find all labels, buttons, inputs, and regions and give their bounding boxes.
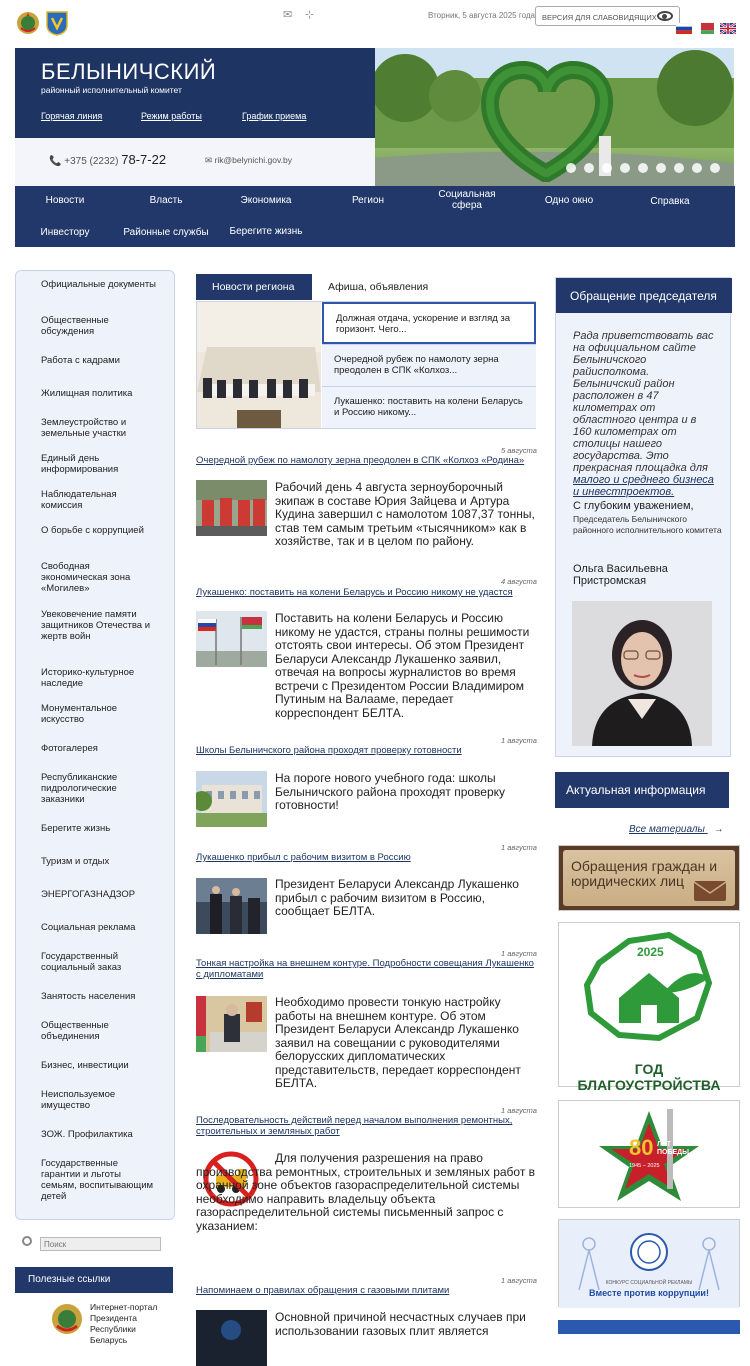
current-date: Вторник, 5 августа 2025 года [428,11,535,20]
news-text: Поставить на колени Беларусь и Россию никому не удастся, страны полны решимости отстоять свои интересы. Об этом Президент Беларуси Александр Лукашенко заявил, отвечая на вопросы журналистов во время встречи с Президентом России Владимиром Путиным на Валааме, передает корреспондент БЕЛТА. [275,611,530,720]
header-slider[interactable] [375,48,734,186]
news-text: Президент Беларуси Александр Лукашенко прибыл с рабочим визитом в Россию, сообщает БЕЛТА. [275,877,519,918]
sidebar-item-reserves[interactable]: Республиканские пидрологические заказники [41,772,118,805]
sitemap-icon[interactable]: ⊹ [305,9,315,21]
nav-one-window[interactable]: Одно окно [544,195,594,206]
belarus-map-house-icon [559,923,739,1058]
slider-dot[interactable] [584,163,594,173]
nav-region[interactable]: Регион [351,195,385,206]
featured-news-photo[interactable] [197,302,321,428]
news-thumbnail[interactable] [196,1310,267,1366]
sidebar-item-monumental[interactable]: Монументальное искусство [41,703,118,725]
news-thumbnail[interactable] [196,480,267,536]
news-text: Для получения разрешения на право производства ремонтных, строительных и земляных работ в охранной зоне объектов газораспределительной системы необходимо направить владельцу объекта газораспределительной системы письменный запрос с указанием: [196,1151,536,1233]
search-input[interactable] [40,1237,161,1251]
all-materials-label: Все материалы [629,824,705,835]
news-title[interactable]: Школы Белыничского района проходят проверку готовности [196,745,462,756]
nav-social[interactable]: Социальная сфера [438,189,496,211]
sidebar-item-land[interactable]: Землеустройство и земельные участки [41,417,127,439]
news-title[interactable]: Тонкая настройка на внешнем контуре. Подробности совещания Лукашенко с дипломатами [196,958,534,980]
work-hours-link[interactable]: Режим работы [141,111,202,121]
news-title[interactable]: Очередной рубеж по намолоту зерна преодолен в СПК «Колхоз «Родина» [196,455,525,466]
news-thumbnail[interactable] [196,996,267,1052]
news-date: 1 августа [501,736,537,745]
sidebar-item-energogaz[interactable]: ЭНЕРГОГАЗНАДЗОР [41,889,136,900]
news-date: 4 августа [501,577,537,586]
featured-news-panel [196,301,536,429]
nav-economy[interactable]: Экономика [240,195,292,206]
sidebar-item-social-order[interactable]: Государственный социальный заказ [41,951,122,973]
nav-power[interactable]: Власть [149,195,183,206]
news-date: 1 августа [501,843,537,852]
all-materials-link[interactable] [629,824,724,835]
banner-year: 2025 [637,945,664,959]
sidebar-item-tourism[interactable]: Туризм и отдых [41,856,110,867]
eye-icon [657,11,673,21]
news-title[interactable]: Последовательность действий перед началом выполнения ремонтных, строительных и земляных работ [196,1115,513,1137]
news-text: Основной причиной несчастных случаев при использовании газовых плит является [275,1310,526,1338]
news-title[interactable]: Лукашенко: поставить на колени Беларусь и Россию никому не удастся [196,587,513,598]
search-icon[interactable] [22,1236,32,1246]
news-thumbnail[interactable] [196,611,267,667]
chairman-photo [572,601,712,746]
next-banner[interactable] [558,1320,740,1334]
sidebar-item-info-day[interactable]: Единый день информирования [41,453,119,475]
chairman-appeal-box [555,277,731,757]
sidebar-item-family-benefits[interactable]: Государственные гарантии и льготы семьям, воспитывающим детей [41,1158,154,1202]
site-subtitle: районный исполнительный комитет [41,85,182,95]
useful-links-header: Полезные ссылки [15,1267,173,1293]
news-thumbnail[interactable] [196,771,267,827]
sidebar-item-corruption[interactable]: О борьбе с коррупцией [41,525,144,536]
accessibility-version-label: ВЕРСИЯ ДЛЯ СЛАБОВИДЯЩИХ [542,13,657,22]
appeal-regards: С глубоким уважением, [573,500,694,512]
hotline-link[interactable]: Горячая линия [41,111,103,121]
featured-news-item[interactable]: Должная отдача, ускорение и взгляд за горизонт. Чего... [322,302,536,344]
belarus-emblem-icon[interactable] [15,10,41,36]
sidebar-item-business[interactable]: Бизнес, инвестиции [41,1060,129,1071]
site-title[interactable]: БЕЛЫНИЧСКИЙ [41,59,217,84]
slider-dot[interactable] [602,163,612,173]
president-portal-link[interactable] [50,1302,174,1345]
victory-80-banner[interactable] [558,1100,740,1208]
sidebar-item-save-life[interactable]: Берегите жизнь [41,823,111,834]
arrow-right-icon: → [713,824,724,835]
belarus-emblem-icon [50,1302,84,1334]
banner-anti-corruption-text: Вместе против коррупции! [589,1288,709,1298]
email-address: rik@belynichi.gov.by [214,155,292,165]
envelope-icon [693,880,727,902]
nav-investor[interactable]: Инвестору [40,227,90,238]
banner-victory-years: 1945 – 2025 [629,1163,660,1169]
slider-dot[interactable] [710,163,720,173]
top-bar [0,0,750,46]
sidebar-item-social-ads[interactable]: Социальная реклама [41,922,136,933]
citizen-appeals-banner[interactable] [558,845,740,911]
accessibility-version-button[interactable] [535,6,680,26]
sidebar-item-hr[interactable]: Работа с кадрами [41,355,120,366]
sidebar-item-healthy-life[interactable]: ЗОЖ. Профилактика [41,1129,133,1140]
sidebar-item-housing[interactable]: Жилищная политика [41,388,133,399]
sidebar-item-supervisory[interactable]: Наблюдательная комиссия [41,489,117,511]
news-text: На пороге нового учебного года: школы Белыничского района проходят проверку готовности! [275,771,506,812]
flag-by-icon[interactable] [698,23,714,34]
phone-prefix: +375 (2232) [64,156,119,167]
actual-info-header: Актуальная информация [555,772,729,808]
nav-news[interactable]: Новости [45,195,85,206]
featured-news-item[interactable]: Лукашенко: поставить на колени Беларусь и Россию никому... [322,386,536,428]
slider-dot[interactable] [620,163,630,173]
year-of-improvement-banner[interactable] [558,922,740,1093]
reception-schedule-link[interactable]: График приема [242,111,307,121]
sidebar-item-associations[interactable]: Общественные объединения [41,1020,109,1042]
sidebar-item-gallery[interactable]: Фотогалерея [41,743,98,754]
banner-80: 80 [629,1135,654,1160]
nav-save-life[interactable]: Берегите жизнь [229,226,303,237]
appeal-business-link[interactable]: малого и среднего бизнеса и инвестпроектов. [573,474,714,498]
sidebar-item-employment[interactable]: Занятость населения [41,991,136,1002]
chairman-post: Председатель Белыничского районного исполнительного комитета [573,514,722,535]
chairman-name: Ольга Васильевна Пристромская [573,563,668,587]
citizen-appeals-label: Обращения граждан и юридических лиц [563,850,735,906]
news-date: 1 августа [501,1106,537,1115]
phone-number: 78-7-22 [121,152,167,167]
nav-district-services[interactable]: Районные службы [123,227,209,238]
president-portal-text: Интернет-портал Президента Республики Беларусь [90,1302,158,1345]
slider-dot[interactable] [674,163,684,173]
sidebar-item-unused-property[interactable]: Неиспользуемое имущество [41,1089,116,1111]
tab-region-news[interactable]: Новости региона [196,274,312,300]
header-email[interactable] [205,155,292,166]
chairman-appeal-header[interactable]: Обращение председателя [556,278,732,313]
news-date: 5 августа [501,446,537,455]
news-thumbnail[interactable] [196,878,267,934]
envelope-icon: ✉ [205,155,213,165]
slider-dot[interactable] [656,163,666,173]
slider-dot[interactable] [638,163,648,173]
mail-icon[interactable]: ✉ [283,9,293,21]
sidebar-item-heritage[interactable]: Историко-культурное наследие [41,667,135,689]
sidebar-item-public-discussions[interactable]: Общественные обсуждения [41,315,109,337]
site-header [15,48,375,186]
banner-contest-text: КОНКУРС СОЦИАЛЬНОЙ РЕКЛАМЫ [605,1280,693,1286]
header-phone[interactable] [49,152,166,167]
sidebar-item-free-zone[interactable]: Свободная экономическая зона «Могилев» [41,561,131,594]
tab-announcements[interactable]: Афиша, объявления [328,281,429,293]
header-band [15,48,375,138]
region-coat-of-arms-icon[interactable] [46,10,68,36]
main-nav [15,186,735,247]
slider-dot[interactable] [566,163,576,173]
sidebar-item-official-docs[interactable]: Официальные документы [41,279,157,290]
nav-reference[interactable]: Справка [650,196,690,207]
sidebar-item-memory[interactable]: Увековечение памяти защитников Отечества и жертв войн [41,609,151,642]
flag-en-icon[interactable] [720,23,736,34]
news-text: Рабочий день 4 августа зерноуборочный экипаж в составе Юрия Зайцева и Артура Кудина завершил с намолотом 1087,37 тонны, став тем самым третьим «тысячником» как в хозяйстве, так и в целом по району. [275,480,535,548]
left-sidebar [15,270,175,1220]
appeal-text-plain: Рада приветствовать вас на официальном сайте Белыничского райисполкома. Белыничский район расположен в 47 километрах от областного центра и в 160 километрах от столицы нашего государства. Это прекрасная площадка для [573,330,714,474]
banner-year-text: ГОД БЛАГОУСТРОЙСТВА [577,1061,721,1093]
featured-news-item[interactable]: Очередной рубеж по намолоту зерна преодолен в СПК «Колхоз... [322,344,536,386]
slider-dot[interactable] [692,163,702,173]
chairman-appeal-text [573,330,717,498]
news-title[interactable]: Напоминаем о правилах обращения с газовыми плитами [196,1285,450,1296]
news-title[interactable]: Лукашенко прибыл с рабочим визитом в Россию [196,852,411,863]
flag-ru-icon[interactable] [676,23,692,34]
phone-icon: 📞 [49,156,62,167]
banner-victory-text: ЛЕТ ПОБЕДЫ [657,1141,690,1156]
anti-corruption-banner[interactable] [558,1219,740,1307]
news-date: 1 августа [501,1276,537,1285]
news-date: 1 августа [501,949,537,958]
news-text: Необходимо провести тонкую настройку работы на внешнем контуре. Об этом Президент Беларуси Александр Лукашенко заявил на совещании с руководителями белорусских дипломатических представительств, передает корреспондент БЕЛТА. [275,995,521,1090]
